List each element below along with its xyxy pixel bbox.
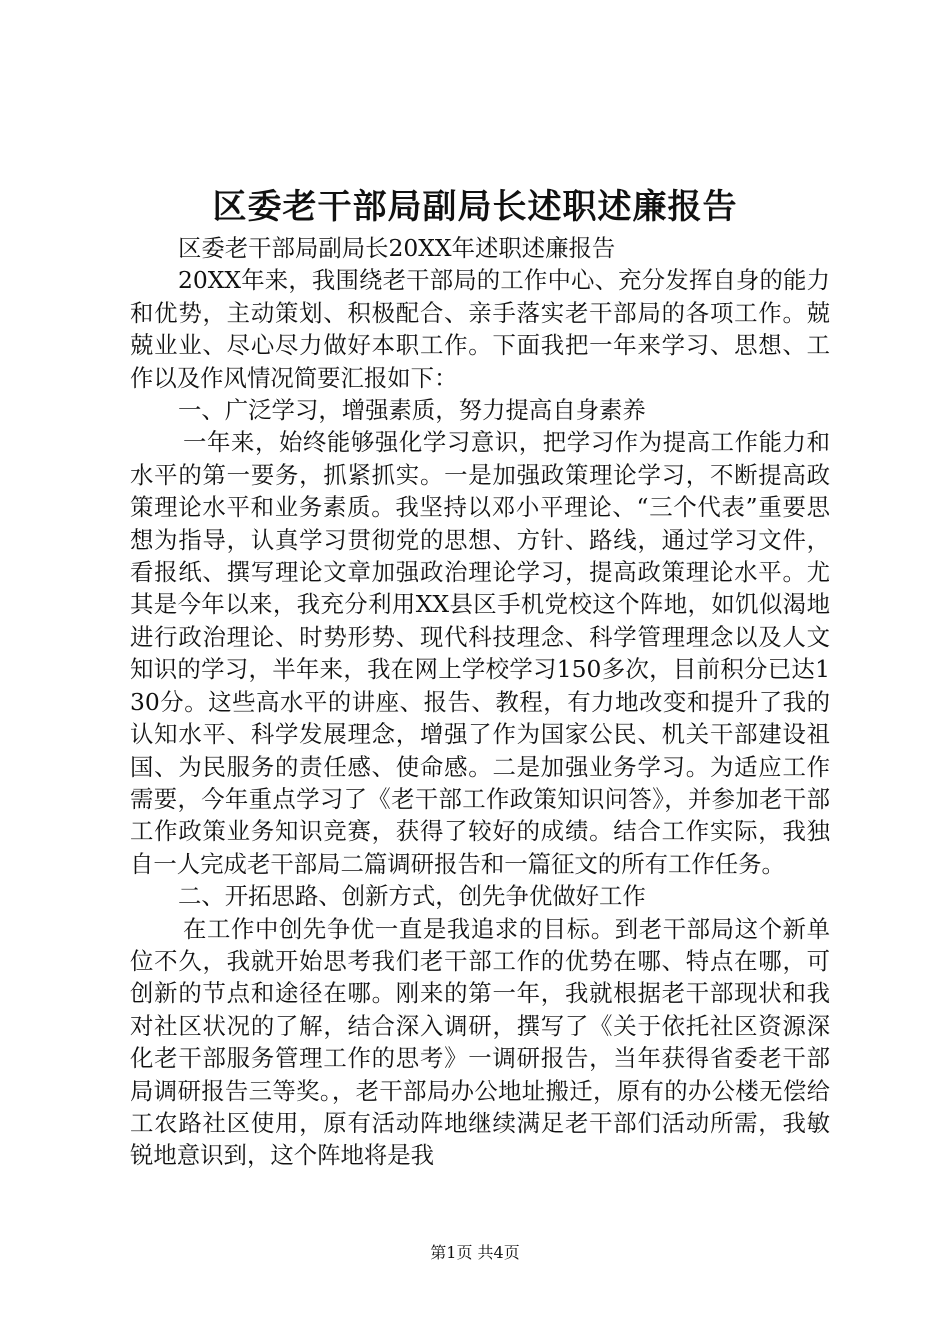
document-title: 区委老干部局副局长述职述廉报告 — [212, 187, 738, 227]
body-paragraph: 一年来，始终能够强化学习意识，把学习作为提高工作能力和水平的第一要务，抓紧抓实。一是加强政策理论学习，不断提高政策理论水平和业务素质。我坚持以邓小平理论、“三个代表”重要思想为指导，认真学习贯彻党的思想、方针、路线，通过学习文件，看报纸、撰写理论文章加强政治理论学习，提高政策理论水平。尤其是今年以来，我充分利用XX县区手机党校这个阵地，如饥似渴地进行政治理论、时势形势、现代科技理念、科学管理理念以及人文知识的学习，半年来，我在网上学校学习150多次，目前积分已达130分。这些高水平的讲座、报告、教程，有力地改变和提升了我的认知水平、科学发展理念，增强了作为国家公民、机关干部建设祖国、为民服务的责任感、使命感。二是加强业务学习。为适应工作需要，今年重点学习了《老干部工作政策知识问答》，并参加老干部工作政策业务知识竞赛，获得了较好的成绩。结合工作实际，我独自一人完成老干部局二篇调研报告和一篇征文的所有工作任务。 — [130, 428, 830, 878]
subtitle-paragraph: 区委老干部局副局长20XX年述职述廉报告 — [178, 234, 616, 262]
section-heading-1: 一、广泛学习，增强素质，努力提高自身素养 — [178, 396, 646, 425]
page-number-footer: 第1页 共4页 — [430, 1243, 520, 1262]
body-paragraph: 在工作中创先争优一直是我追求的目标。到老干部局这个新单位不久，我就开始思考我们老干部工作的优势在哪、特点在哪，可创新的节点和途径在哪。刚来的第一年，我就根据老干部现状和我对社区状况的了解，结合深入调研，撰写了《关于依托社区资源深化老干部服务管理工作的思考》一调研报告，当年获得省委老干部局调研报告三等奖。，老干部局办公地址搬迁，原有的办公楼无偿给工农路社区使用，原有活动阵地继续满足老干部们活动所需，我敏锐地意识到，这个阵地将是我 — [130, 914, 830, 1170]
document-body — [130, 232, 830, 1172]
section-heading-2: 二、开拓思路、创新方式，创先争优做好工作 — [178, 882, 646, 911]
intro-paragraph: 20XX年来，我围绕老干部局的工作中心、充分发挥自身的能力和优势，主动策划、积极配合、亲手落实老干部局的各项工作。兢兢业业、尽心尽力做好本职工作。下面我把一年来学习、思想、工作以及作风情况简要汇报如下： — [130, 266, 830, 392]
